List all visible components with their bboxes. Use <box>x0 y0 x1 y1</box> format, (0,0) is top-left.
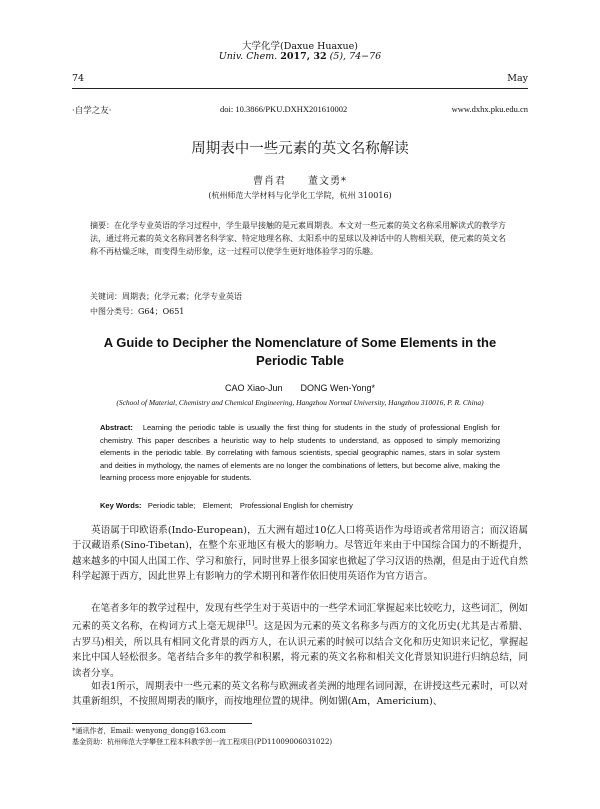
issue-month: May <box>507 73 528 84</box>
journal-year-volume: 2017, 32 <box>280 51 327 62</box>
journal-issue-pages: (5), 74−76 <box>329 51 382 62</box>
column-label: ·自学之友· <box>72 106 112 116</box>
body-paragraph-2-text-b: 。这是因为元素的英文名称多与西方的文化历史(尤其是古希腊、古罗马)相关，所以具有相同文化背景的西方人，在认识元素的时候可以结合文化和历史知识来记忆，掌握起来比中国人轻松很多。笔者结合多年的教学和积累，将元素的英文名称和相关文化背景知识进行归纳总结，同读者分享。 <box>72 621 529 679</box>
english-abstract <box>100 422 500 485</box>
chinese-affiliation: (杭州师范大学材料与化学化工学院，杭州 310016) <box>208 191 392 200</box>
chinese-keywords <box>90 291 242 302</box>
journal-name: 大学化学(Daxue Huaxue) <box>242 41 358 52</box>
chinese-clc-text: G64；O651 <box>138 307 185 316</box>
header-rule <box>72 88 528 89</box>
english-keywords <box>100 500 353 511</box>
chinese-title: 周期表中一些元素的英文名称解读 <box>191 141 409 157</box>
chinese-authors: 曹肖君 董文勇* <box>253 176 347 187</box>
body-paragraph-3 <box>72 679 528 710</box>
journal-abbrev: Univ. Chem. <box>218 51 278 62</box>
chinese-keywords-text: 周期表；化学元素；化学专业英语 <box>122 292 242 301</box>
english-abstract-label: Abstract: <box>100 423 133 432</box>
chinese-clc <box>90 306 184 317</box>
page-number: 74 <box>72 73 85 84</box>
english-authors: CAO Xiao-Jun DONG Wen-Yong* <box>224 383 376 393</box>
english-keywords-label: Key Words: <box>100 501 142 510</box>
body-paragraph-1-text: 英语属于印欧语系(Indo-European)，五大洲有超过10亿人口将英语作为母语或者常用语言；而汉语属于汉藏语系(Sino-Tibetan)，在整个东亚地区有极大的影响力。尽管近年来由于中国综合国力的不断提升，越来越多的中国人出国工作、学习和旅行，同时世界上很多国家也掀起了学习汉语的热潮，但是由于近代自然科学起源于西方，因此世界上有影响力的学术期刊和著作依旧使用英语作为官方语言。 <box>72 525 529 583</box>
doi[interactable]: doi: 10.3866/PKU.DXHX201610002 <box>220 104 348 114</box>
chinese-abstract-label: 摘要： <box>90 221 114 230</box>
body-paragraph-3-text: 如表1所示，周期表中一些元素的英文名称与欧洲或者美洲的地理名词同源，在讲授这些元素时，可以对其重新组织，不按照周期表的顺序，而按地理位置的规律。例如镅(Am，Americium)、 <box>72 681 528 708</box>
chinese-keywords-label: 关键词： <box>90 292 122 301</box>
chinese-clc-label: 中图分类号： <box>90 307 138 316</box>
english-abstract-text: Learning the periodic table is usually the first thing for students in the study of professional English for chemistry. This paper describes a heuristic way to help students to understand, as opposed to simply memorizing elements in the periodic table. By correlating with famous scientists, special geographic names, stars in solar system and deities in mythology, the names of elements are no longer the combinations of letters, but become alive, making the learning process more enjoyable for students. <box>100 423 500 483</box>
english-title <box>0 334 600 370</box>
footnote-corresponding-author: *通讯作者，Email: wenyong_dong@163.com <box>72 727 226 735</box>
citation-ref[interactable]: [1] <box>245 620 255 628</box>
english-affiliation: (School of Material, Chemistry and Chemical Engineering, Hangzhou Normal University, Hangzhou 310016, P. R. China) <box>116 398 484 407</box>
english-keywords-text: Periodic table; Element; Professional English for chemistry <box>147 501 353 510</box>
journal-reference <box>0 51 600 62</box>
journal-url[interactable]: www.dxhx.pku.edu.cn <box>451 104 528 114</box>
footnote-funding: 基金资助：杭州师范大学攀登工程本科教学创一流工程项目(PD11009006031022) <box>72 738 333 746</box>
body-paragraph-1 <box>72 523 528 585</box>
chinese-abstract <box>90 219 510 259</box>
english-title-text: A Guide to Decipher the Nomenclature of Some Elements in the Periodic Table <box>103 335 497 368</box>
footnote-rule <box>72 723 252 724</box>
body-paragraph-2 <box>72 601 528 681</box>
body-paragraph-2-text-a: 在笔者多年的教学过程中，发现有些学生对于英语中的一些学术词汇掌握起来比较吃力，这些词汇，例如元素的英文名称，在构词方式上毫无规律 <box>72 603 529 633</box>
chinese-abstract-text: 在化学专业英语的学习过程中，学生最早接触的是元素周期表。本文对一些元素的英文名称采用解读式的教学方法，通过将元素的英文名称同著名科学家、特定地理名称、太阳系中的星球以及神话中的人物相关联，使元素的英文名称不再枯燥乏味，而变得生动形象，这一过程可以使学生更好地体验学习的乐趣。 <box>90 221 506 257</box>
